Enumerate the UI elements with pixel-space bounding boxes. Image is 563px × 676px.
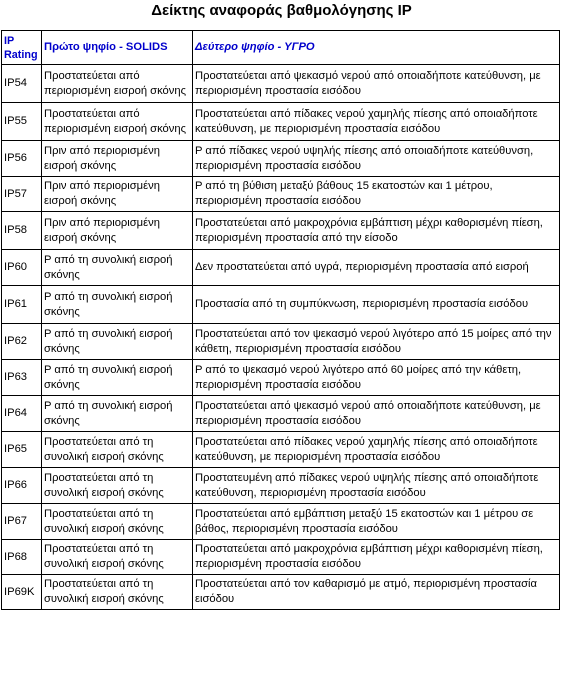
- table-row: [2, 504, 560, 540]
- table-row: [2, 396, 560, 432]
- ip-code-cell: IP68: [2, 540, 42, 575]
- table-row: [2, 177, 560, 212]
- table-row: [2, 432, 560, 468]
- liquids-cell: Προστατεύεται από πίδακες νερού χαμηλής πίεσης από οποιαδήποτε κατεύθυνση, με περιορισμένη προστασία εισόδου: [193, 432, 560, 468]
- liquids-cell: Ρ από πίδακες νερού υψηλής πίεσης από οποιαδήποτε κατεύθυνση, περιορισμένη προστασία εισόδου: [193, 141, 560, 177]
- ip-code-cell: IP57: [2, 177, 42, 212]
- table-row: [2, 250, 560, 286]
- ip-code-cell: IP61: [2, 286, 42, 324]
- solids-cell: Προστατεύεται από περιορισμένη εισροή σκόνης: [42, 103, 193, 141]
- ip-code-cell: IP69K: [2, 575, 42, 610]
- header-solids: Πρώτο ψηφίο - SOLIDS: [42, 31, 193, 65]
- solids-cell: Προστατεύεται από τη συνολική εισροή σκόνης: [42, 468, 193, 504]
- ip-code-cell: IP62: [2, 324, 42, 360]
- ip-code-cell: IP67: [2, 504, 42, 540]
- table-row: [2, 324, 560, 360]
- ip-code-cell: IP58: [2, 212, 42, 250]
- page-title: Δείκτης αναφοράς βαθμολόγησης IP: [151, 2, 412, 19]
- ip-code-cell: IP60: [2, 250, 42, 286]
- liquids-cell: Προστατεύεται από ψεκασμό νερού από οποιαδήποτε κατεύθυνση, με περιορισμένη προστασία εισόδου: [193, 396, 560, 432]
- liquids-cell: Προστατεύεται από πίδακες νερού χαμηλής πίεσης από οποιαδήποτε κατεύθυνση, με περιορισμένη προστασία εισόδου: [193, 103, 560, 141]
- table-row: [2, 575, 560, 610]
- liquids-cell: Προστατεύεται από μακροχρόνια εμβάπτιση μέχρι καθορισμένη πίεση, περιορισμένη προστασία από την είσοδο: [193, 212, 560, 250]
- ip-code-cell: IP55: [2, 103, 42, 141]
- ip-rating-table: [1, 30, 560, 610]
- ip-code-cell: IP63: [2, 360, 42, 396]
- table-row: [2, 360, 560, 396]
- liquids-cell: Προστατευμένη από πίδακες νερού υψηλής πίεσης από οποιαδήποτε κατεύθυνση, περιορισμένη προστασία εισόδου: [193, 468, 560, 504]
- liquids-cell: Προστατεύεται από μακροχρόνια εμβάπτιση μέχρι καθορισμένη πίεση, περιορισμένη προστασία εισόδου: [193, 540, 560, 575]
- table-header-row: [2, 31, 560, 65]
- solids-cell: Προστατεύεται από τη συνολική εισροή σκόνης: [42, 540, 193, 575]
- solids-cell: Ρ από τη συνολική εισροή σκόνης: [42, 360, 193, 396]
- liquids-cell: Προστατεύεται από ψεκασμό νερού από οποιαδήποτε κατεύθυνση, με περιορισμένη προστασία εισόδου: [193, 65, 560, 103]
- solids-cell: Ρ από τη συνολική εισροή σκόνης: [42, 324, 193, 360]
- liquids-cell: Προστασία από τη συμπύκνωση, περιορισμένη προστασία εισόδου: [193, 286, 560, 324]
- solids-cell: Προστατεύεται από τη συνολική εισροή σκόνης: [42, 575, 193, 610]
- header-liquids: Δεύτερο ψηφίο - ΥΓΡΟ: [193, 31, 560, 65]
- solids-cell: Προστατεύεται από τη συνολική εισροή σκόνης: [42, 432, 193, 468]
- solids-cell: Ρ από τη συνολική εισροή σκόνης: [42, 250, 193, 286]
- liquids-cell: Ρ από τη βύθιση μεταξύ βάθους 15 εκατοστών και 1 μέτρου, περιορισμένη προστασία εισόδου: [193, 177, 560, 212]
- ip-code-cell: IP56: [2, 141, 42, 177]
- header-ip-rating: IP Rating: [2, 31, 42, 65]
- table-row: [2, 286, 560, 324]
- liquids-cell: Προστατεύεται από εμβάπτιση μεταξύ 15 εκατοστών και 1 μέτρου σε βάθος, περιορισμένη προστασία εισόδου: [193, 504, 560, 540]
- ip-code-cell: IP66: [2, 468, 42, 504]
- solids-cell: Πριν από περιορισμένη εισροή σκόνης: [42, 212, 193, 250]
- ip-code-cell: IP65: [2, 432, 42, 468]
- table-row: [2, 468, 560, 504]
- ip-code-cell: IP54: [2, 65, 42, 103]
- table-row: [2, 65, 560, 103]
- liquids-cell: Δεν προστατεύεται από υγρά, περιορισμένη προστασία από εισροή: [193, 250, 560, 286]
- liquids-cell: Προστατεύεται από τον ψεκασμό νερού λιγότερο από 15 μοίρες από την κάθετη, περιορισμένη προστασία εισόδου: [193, 324, 560, 360]
- solids-cell: Ρ από τη συνολική εισροή σκόνης: [42, 286, 193, 324]
- table-row: [2, 540, 560, 575]
- solids-cell: Προστατεύεται από τη συνολική εισροή σκόνης: [42, 504, 193, 540]
- solids-cell: Προστατεύεται από περιορισμένη εισροή σκόνης: [42, 65, 193, 103]
- table-row: [2, 103, 560, 141]
- solids-cell: Ρ από τη συνολική εισροή σκόνης: [42, 396, 193, 432]
- ip-code-cell: IP64: [2, 396, 42, 432]
- table-row: [2, 212, 560, 250]
- table-row: [2, 141, 560, 177]
- solids-cell: Πριν από περιορισμένη εισροή σκόνης: [42, 177, 193, 212]
- liquids-cell: Ρ από το ψεκασμό νερού λιγότερο από 60 μοίρες από την κάθετη, περιορισμένη προστασία εισόδου: [193, 360, 560, 396]
- solids-cell: Πριν από περιορισμένη εισροή σκόνης: [42, 141, 193, 177]
- liquids-cell: Προστατεύεται από τον καθαρισμό με ατμό, περιορισμένη προστασία εισόδου: [193, 575, 560, 610]
